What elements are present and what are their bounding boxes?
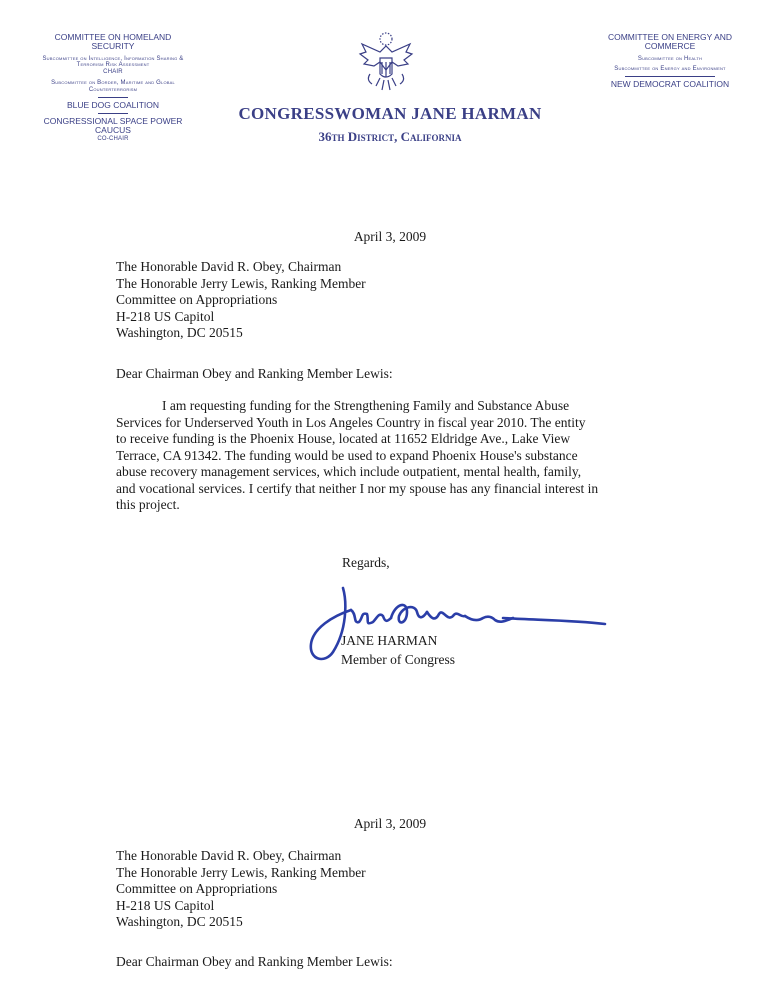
address-line: The Honorable David R. Obey, Chairman bbox=[116, 259, 342, 274]
body-line: this project. bbox=[116, 497, 180, 512]
left-sub1-role: CHAIR bbox=[103, 68, 123, 75]
letter-date: April 3, 2009 bbox=[353, 229, 427, 244]
left-coalition: BLUE DOG COALITION bbox=[66, 99, 160, 110]
signer-title: Member of Congress bbox=[341, 652, 455, 667]
left-committee: COMMITTEE ON HOMELAND SECURITY bbox=[54, 32, 172, 52]
address-line: Washington, DC 20515 bbox=[116, 914, 243, 929]
body-line: Terrace, CA 91342. The funding would be used to expand Phoenix House's substance bbox=[116, 447, 578, 463]
address-line: H-218 US Capitol bbox=[116, 308, 215, 324]
letter-date: April 3, 2009 bbox=[353, 816, 427, 831]
letterhead-district: 36th District, California bbox=[318, 129, 462, 144]
divider bbox=[98, 97, 128, 98]
left-caucus: CONGRESSIONAL SPACE POWER CAUCUS bbox=[43, 116, 183, 136]
left-caucus-role: CO-CHAIR bbox=[97, 135, 129, 142]
letterhead-name: CONGRESSWOMAN JANE HARMAN bbox=[238, 104, 542, 123]
left-sub1: Subcommittee on Intelligence, Information Sharing & Terrorism Risk Assessment bbox=[42, 55, 184, 69]
signer-name: JANE HARMAN bbox=[341, 633, 438, 648]
closing: Regards, bbox=[342, 555, 390, 570]
body-line: to receive funding is the Phoenix House, located at 11652 Eldridge Ave., Lake View bbox=[116, 431, 571, 446]
salutation: Dear Chairman Obey and Ranking Member Lewis: bbox=[116, 366, 393, 381]
salutation: Dear Chairman Obey and Ranking Member Lewis: bbox=[116, 954, 393, 969]
address-line: Washington, DC 20515 bbox=[116, 325, 243, 340]
body-paragraph bbox=[116, 398, 676, 514]
recipient-address bbox=[116, 259, 616, 342]
right-sub1: Subcommittee on Health bbox=[637, 55, 703, 62]
right-committee: COMMITTEE ON ENERGY AND COMMERCE bbox=[607, 32, 733, 52]
left-sub2: Subcommittee on Border, Maritime and Global Counterterrorism bbox=[51, 80, 175, 94]
body-line: and vocational services. I certify that neither I nor my spouse has any financial interest in bbox=[116, 480, 599, 496]
address-line: Committee on Appropriations bbox=[116, 881, 278, 896]
letterhead-right bbox=[600, 33, 740, 89]
address-line: Committee on Appropriations bbox=[116, 292, 278, 307]
letterhead-left bbox=[38, 33, 188, 142]
body-line: abuse recovery management services, which include outpatient, mental health, family, bbox=[116, 464, 582, 479]
address-line: H-218 US Capitol bbox=[116, 897, 215, 913]
eagle-seal-icon bbox=[356, 30, 416, 96]
divider bbox=[98, 113, 128, 114]
address-line: The Honorable Jerry Lewis, Ranking Member bbox=[116, 275, 366, 291]
divider bbox=[625, 76, 715, 77]
recipient-address bbox=[116, 848, 616, 931]
address-line: The Honorable Jerry Lewis, Ranking Member bbox=[116, 864, 366, 880]
right-coalition: NEW DEMOCRAT COALITION bbox=[610, 78, 730, 89]
body-line: I am requesting funding for the Strengthening Family and Substance Abuse bbox=[162, 398, 570, 413]
body-line: Services for Underserved Youth in Los Angeles Country in fiscal year 2010. The entity bbox=[116, 414, 586, 430]
address-line: The Honorable David R. Obey, Chairman bbox=[116, 848, 342, 863]
right-sub2: Subcommittee on Energy and Environment bbox=[614, 66, 726, 73]
